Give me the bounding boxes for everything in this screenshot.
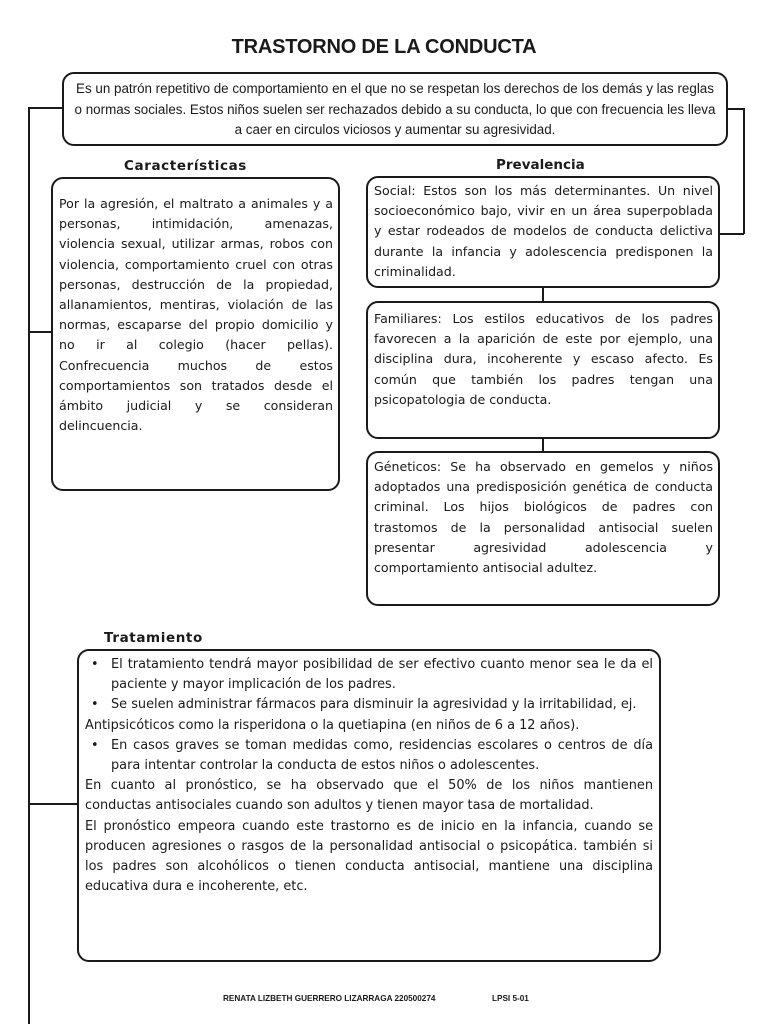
tratamiento-paragraph-3: El pronóstico empeora cuando este trastorno es de inicio en la infancia, cuando se producen agresiones o rasgos de la personalidad antisocial o psicopática. también si los padres son alcohólicos o tienen conducta antisocial, mantiene una disciplina educativa dura e incoherente, etc.: [85, 818, 653, 895]
connector-left-caracteristicas: [28, 331, 52, 333]
connector-right-vertical: [743, 108, 745, 234]
connector-familiares-geneticos: [542, 438, 544, 452]
connector-right-prevalencia: [719, 233, 744, 235]
tratamiento-paragraph-2: En cuanto al pronóstico, se ha observado que el 50% de los niños mantienen conductas antisociales cuando son adultos y tienen mayor tasa de mortalidad.: [85, 778, 653, 814]
connector-right-top: [727, 108, 744, 110]
connector-social-familiares: [542, 287, 544, 302]
tratamiento-bullet-2: • Se suelen administrar fármacos para disminuir la agresividad y la irritabilidad, ej.: [111, 695, 653, 715]
prevalencia-social-box: Social: Estos son los más determinantes. Un nivel socioeconómico bajo, vivir en un área superpoblada y estar rodeados de modelos de conducta delictiva durante la infancia y adolescencia predisponen la criminalidad.: [366, 176, 720, 288]
tratamiento-heading: Tratamiento: [104, 630, 203, 646]
connector-left-vertical: [28, 107, 30, 1024]
caracteristicas-heading: Características: [124, 158, 247, 174]
footer-author: RENATA LIZBETH GUERRERO LIZARRAGA 220500274: [223, 994, 436, 1003]
page-title: TRASTORNO DE LA CONDUCTA: [231, 36, 537, 58]
prevalencia-heading: Prevalencia: [496, 157, 585, 173]
tratamiento-bullet-1: • El tratamiento tendrá mayor posibilidad de ser efectivo cuanto menor sea le da el paciente y mayor implicación de los padres.: [111, 655, 653, 695]
tratamiento-paragraph-1: Antipsicóticos como la risperidona o la quetiapina (en niños de 6 a 12 años).: [85, 717, 580, 733]
caracteristicas-box: Por la agresión, el maltrato a animales y a personas, intimidación, amenazas, violencia sexual, utilizar armas, robos con violencia, comportamiento cruel con otras personas, destrucción de la propiedad, allanamientos, mentiras, violación de las normas, escaparse del propio domicilio y no ir al colegio (hacer pellas). Confrecuencia muchos de estos comportamientos son tratados desde el ámbito judicial y se consideran delincuencia.: [51, 177, 340, 491]
footer-group: LPSI 5-01: [492, 994, 529, 1003]
tratamiento-box: [77, 649, 661, 962]
tratamiento-bullet-3: • En casos graves se toman medidas como, residencias escolares o centros de día para intentar controlar la conducta de estos niños o adolescentes.: [111, 736, 653, 776]
connector-left-tratamiento: [28, 803, 78, 805]
connector-left-top: [28, 107, 63, 109]
definition-box: Es un patrón repetitivo de comportamiento en el que no se respetan los derechos de los demás y las reglas o normas sociales. Estos niños suelen ser rechazados debido a su conducta, lo que con frecuencia les lleva a caer en circulos viciosos y aumentar su agresividad.: [62, 72, 728, 146]
prevalencia-familiares-box: Familiares: Los estilos educativos de los padres favorecen a la aparición de este por ejemplo, una disciplina dura, incoherente y escaso afecto. Es común que también los padres tengan una psicopatologia de conducta.: [366, 301, 720, 439]
prevalencia-geneticos-box: Géneticos: Se ha observado en gemelos y niños adoptados una predisposición genética de conducta criminal. Los hijos biológicos de padres con trastomos de la personalidad antisocial suelen presentar agresividad adolescencia y comportamiento antisocial adultez.: [366, 451, 720, 606]
